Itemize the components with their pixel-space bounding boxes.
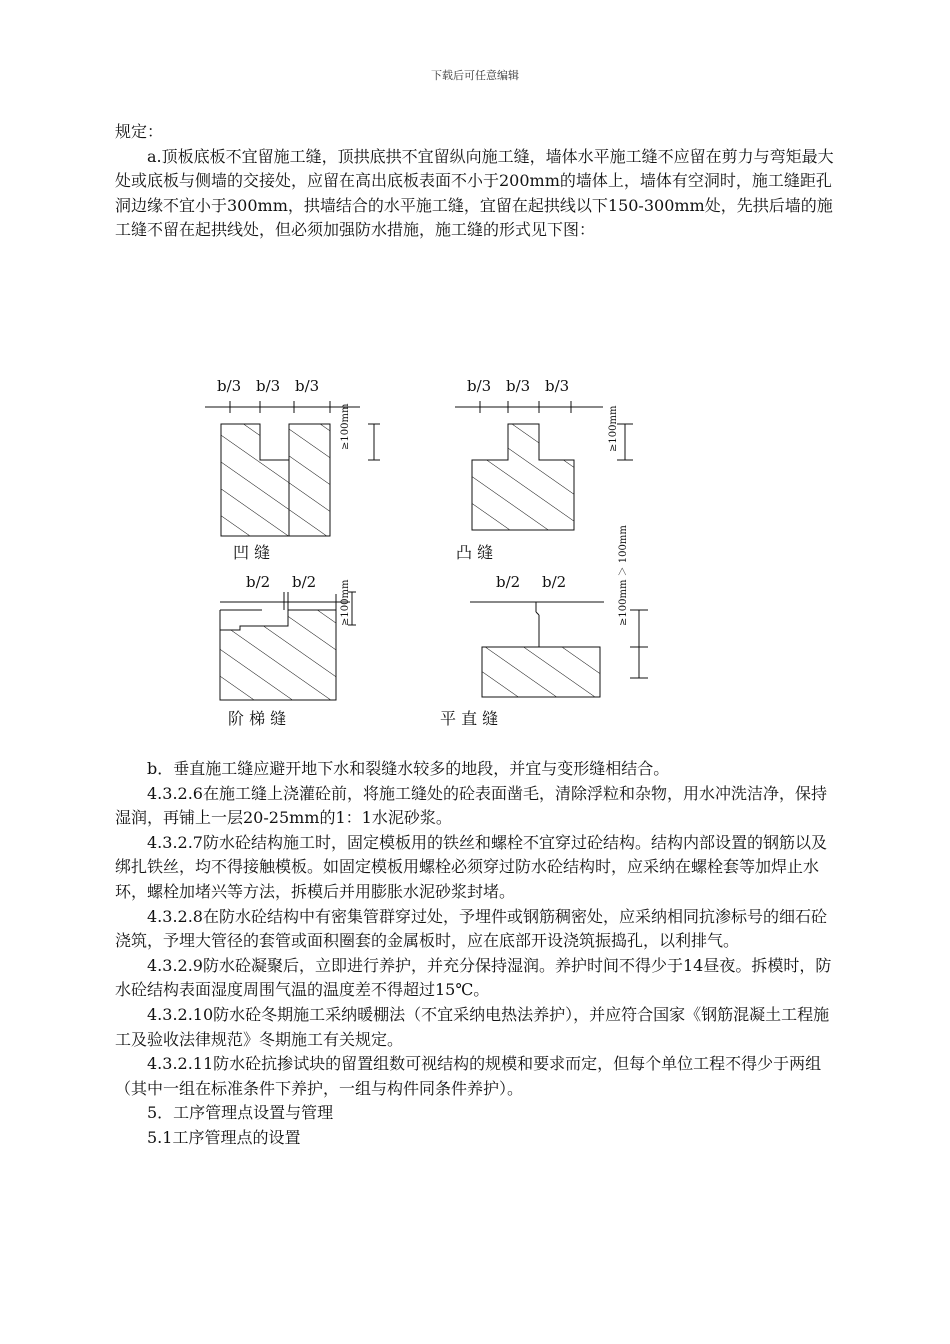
paragraph-4328: 4.3.2.8在防水砼结构中有密集管群穿过处，予埋件或钢筋稠密处，应采纳相同抗渗标号的细石砼浇筑，予埋大管径的套管或面积圈套的金属板时，应在底部开设浇筑振捣孔，以利排气。: [115, 906, 827, 951]
intro-label: 规定：: [115, 122, 164, 141]
paragraph-b: b．垂直施工缝应避开地下水和裂缝水较多的地段，并宜与变形缝相结合。: [147, 759, 670, 778]
paragraph-43211: 4.3.2.11防水砼抗掺试块的留置组数可视结构的规模和要求而定，但每个单位工程不得少于两组（其中一组在标准条件下养护，一组与构件同条件养护）。: [115, 1054, 822, 1098]
body-block: [115, 757, 840, 1151]
paragraph-4329: 4.3.2.9防水砼凝聚后，立即进行养护，并充分保持湿润。养护时间不得少于14昼夜。拆模时，防水砼结构表面湿度周围气温的温度差不得超过15℃。: [115, 955, 832, 1000]
pingzhi-b2-label-2: b/2: [542, 573, 567, 591]
ao-joint-drawing: [205, 377, 380, 562]
pingzhi-dim-label: ≥100mm ＞ 100mm: [618, 525, 629, 626]
pingzhi-b2-label-1: b/2: [496, 573, 521, 591]
ao-b3-label-2: b/3: [256, 377, 281, 395]
joint-diagram: [190, 360, 660, 740]
ao-label: 凹 缝: [233, 543, 271, 562]
jieti-b2-label-2: b/2: [292, 573, 317, 591]
ao-b3-label-3: b/3: [295, 377, 320, 395]
paragraph-a: a.顶板底板不宜留施工缝，顶拱底拱不宜留纵向施工缝，墙体水平施工缝不应留在剪力与弯矩最大处或底板与侧墙的交接处，应留在高出底板表面不小于200mm的墙体上，墙体有空洞时，施工缝距孔洞边缘不宜小于300mm，拱墙结合的水平施工缝，宜留在起拱线以下150-300mm处，先拱后墙的施工缝不留在起拱线处，但必须加强防水措施，施工缝的形式见下图：: [115, 146, 834, 240]
paragraph-4326: 4.3.2.6在施工缝上浇灌砼前，将施工缝处的砼表面凿毛，清除浮粒和杂物，用水冲洗洁净，保持湿润，再铺上一层20-25mm的1：1水泥砂浆。: [115, 783, 827, 828]
tu-b3-label-3: b/3: [545, 377, 570, 395]
jieti-b2-label-1: b/2: [246, 573, 271, 591]
ao-b3-label-1: b/3: [217, 377, 242, 395]
section-5-heading: 5．工序管理点设置与管理: [147, 1103, 334, 1123]
tu-b3-label-1: b/3: [467, 377, 492, 395]
tu-dim-label: ≥100mm: [608, 405, 619, 452]
jieti-joint-drawing: [220, 573, 356, 728]
jieti-label: 阶 梯 缝: [228, 709, 287, 728]
intro-block: [115, 120, 840, 243]
paragraph-43210: 4.3.2.10防水砼冬期施工采纳暖棚法（不宜采纳电热法养护），并应符合国家《钢筋混凝土工程施工及验收法律规范》冬期施工有关规定。: [115, 1004, 830, 1049]
paragraph-4327: 4.3.2.7防水砼结构施工时，固定模板用的铁丝和螺栓不宜穿过砼结构。结构内部设置的钢筋以及绑扎铁丝，均不得接触模板。如固定模板用螺栓必须穿过防水砼结构时，应采纳在螺栓套等加焊止水环，螺栓加堵兴等方法，拆模后并用膨胀水泥砂浆封堵。: [115, 832, 827, 901]
tu-joint-drawing: [455, 377, 633, 562]
section-51-heading: 5.1工序管理点的设置: [147, 1127, 301, 1147]
pingzhi-label: 平 直 缝: [440, 709, 499, 728]
construction-joint-figure: [190, 360, 660, 740]
tu-b3-label-2: b/3: [506, 377, 531, 395]
page-header: 下载后可任意编辑: [431, 69, 519, 82]
jieti-dim-label: ≥100mm: [340, 579, 351, 626]
tu-label: 凸 缝: [456, 543, 494, 562]
ao-dim-label: ≥100mm: [340, 403, 351, 450]
